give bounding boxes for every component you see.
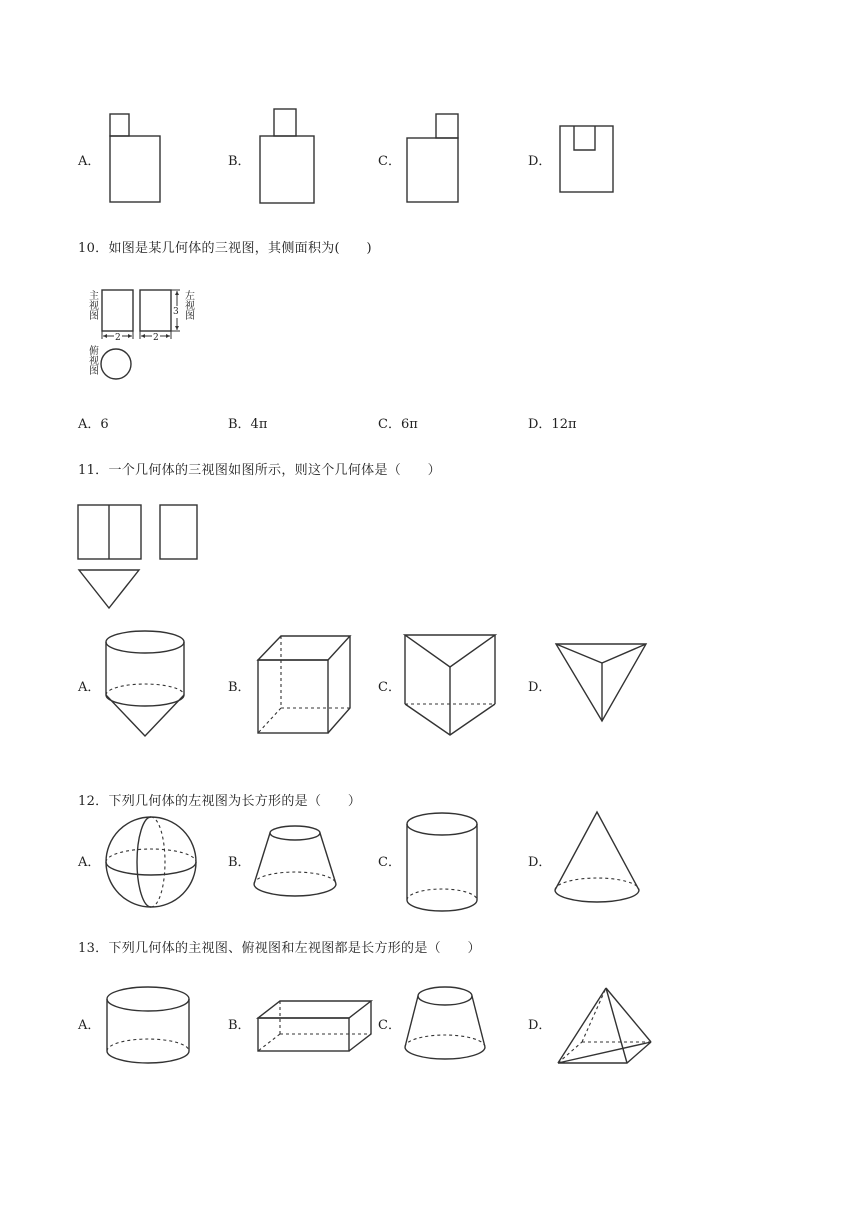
q10-front-view-label: 主视图 (89, 291, 99, 322)
q12-option-b-figure (251, 823, 339, 901)
q12-option-d-figure (552, 808, 642, 908)
q12-option-a-label: A． (78, 855, 101, 870)
q11-option-b-figure (254, 634, 354, 738)
q13-option-a-label: A． (78, 1018, 101, 1033)
q11-option-a-figure (100, 628, 190, 740)
q10-option-d: D．12π (528, 417, 577, 432)
q11-option-b-label: B． (228, 680, 251, 695)
q10-side-width-label: 2 (153, 333, 159, 343)
q9-option-b-figure (258, 108, 318, 206)
q10-three-views-figure (100, 288, 184, 384)
q9-option-d-label: D． (528, 154, 552, 169)
q10-option-b: B．4π (228, 417, 268, 432)
q12-option-c-figure (404, 810, 480, 916)
q10-stem: 10．如图是某几何体的三视图，其侧面积为( ) (78, 241, 372, 256)
q10-front-width-label: 2 (115, 333, 121, 343)
q11-stem: 11．一个几何体的三视图如图所示，则这个几何体是（ ） (78, 463, 441, 478)
q10-option-a: A．6 (78, 417, 109, 432)
q13-option-c-label: C． (378, 1018, 401, 1033)
q12-stem: 12．下列几何体的左视图为长方形的是（ ） (78, 794, 362, 809)
q10-option-c: C．6π (378, 417, 418, 432)
q11-option-d-label: D． (528, 680, 552, 695)
q13-option-c-figure (402, 984, 488, 1064)
q13-stem: 13．下列几何体的主视图、俯视图和左视图都是长方形的是（ ） (78, 941, 481, 956)
q11-option-c-label: C． (378, 680, 401, 695)
q13-option-d-figure (554, 985, 654, 1067)
q13-option-d-label: D． (528, 1018, 552, 1033)
q13-option-b-label: B． (228, 1018, 251, 1033)
q10-top-view-label: 俯视图 (89, 346, 99, 377)
q13-option-a-figure (103, 984, 193, 1070)
q12-option-c-label: C． (378, 855, 401, 870)
q11-three-views-figure (76, 503, 202, 613)
q9-option-d-figure (558, 124, 618, 196)
q12-option-a-figure (103, 814, 199, 910)
q13-option-b-figure (255, 998, 375, 1056)
q9-option-c-label: C． (378, 154, 401, 169)
q11-option-d-figure (553, 641, 651, 725)
q9-option-b-label: B． (228, 154, 251, 169)
q9-option-a-label: A． (78, 154, 101, 169)
q10-height-label: 3 (173, 307, 179, 317)
q9-option-a-figure (108, 113, 164, 205)
q11-option-a-label: A． (78, 680, 101, 695)
q9-option-c-figure (405, 113, 463, 205)
q12-option-d-label: D． (528, 855, 552, 870)
q12-option-b-label: B． (228, 855, 251, 870)
q11-option-c-figure (401, 631, 499, 739)
q10-side-view-label: 左视图 (185, 291, 195, 322)
